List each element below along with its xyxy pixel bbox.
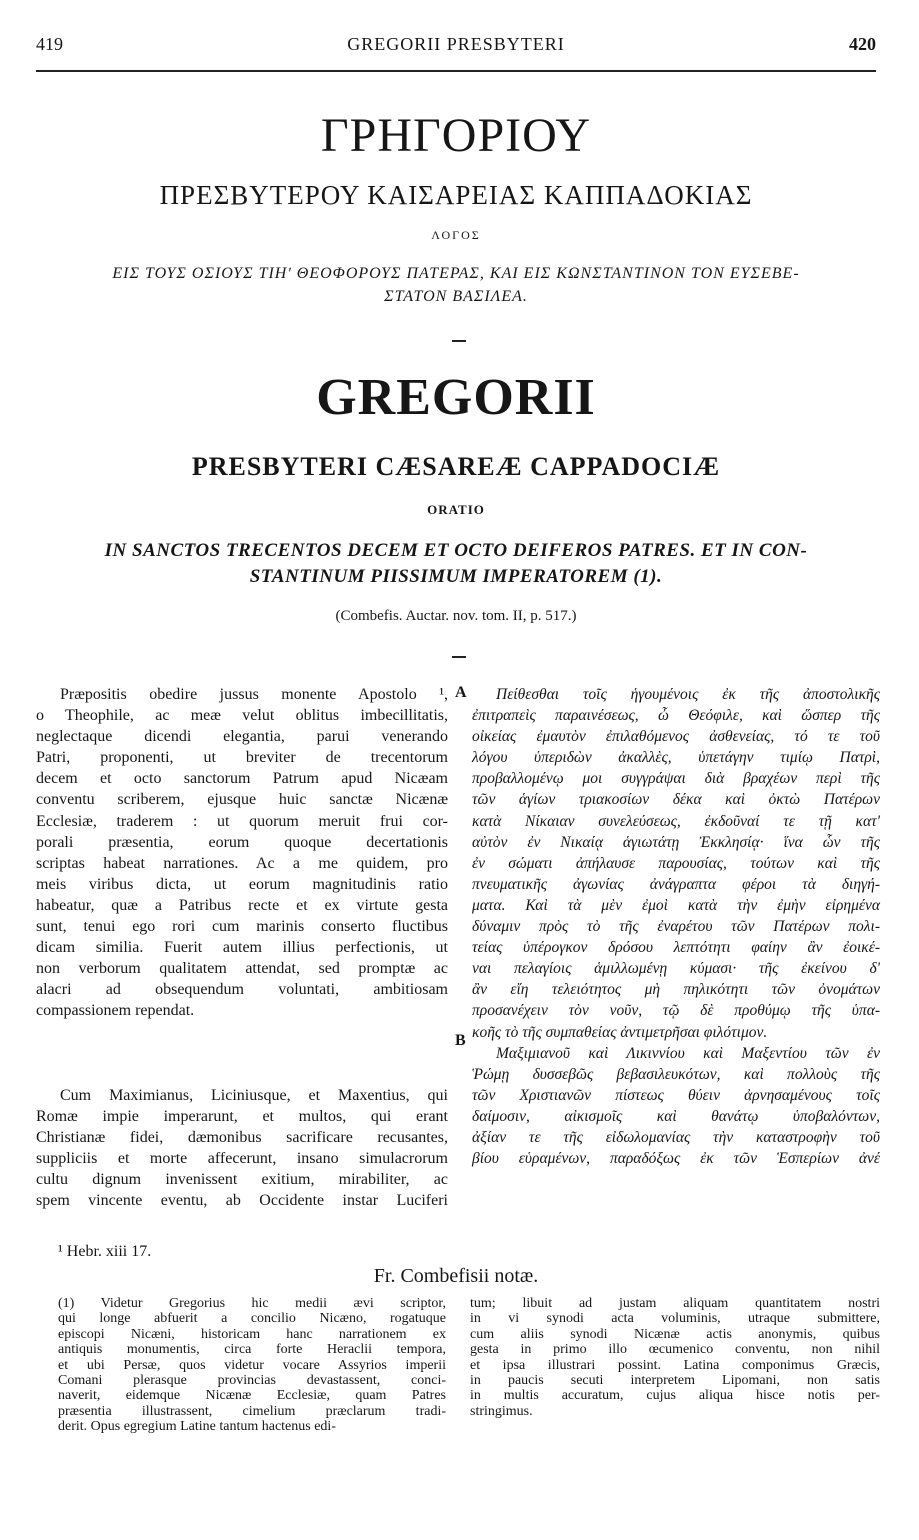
notes-left-column (58, 1296, 446, 1435)
note-line: derit. Opus egregium Latine tantum hactenus edi- (58, 1419, 336, 1435)
note-line: tum; libuit ad justam aliquam quantitatem nostri (470, 1296, 880, 1311)
margin-marker-a: A (455, 684, 467, 701)
text-line: προβαλλομένῳ μοι συγγράψαι διὰ βραχέων περὶ τῆς (472, 770, 880, 788)
note-line: et ipsa illustrari possint. Latina componimus Græcis, (470, 1357, 880, 1373)
text-line: δύναμιν πρὸς τὸ τῆς ἐναρέτου τῶν Πατέρων πολι- (472, 918, 880, 936)
text-line: Romæ impie imperarunt, et multos, qui erant (36, 1108, 448, 1126)
text-line: dicam similia. Fuerit autem illius perfectionis, ut (36, 939, 448, 957)
text-line: decem et octo sanctorum Patrum apud Nicæam (36, 770, 448, 788)
text-line: τείας ὑπέρογκον δρόσου λεπτότητι φαίην ἂν ἐοικέ- (472, 939, 880, 957)
note-line: in vi synodi acta voluminis, utraque submittere, (470, 1311, 880, 1327)
note-line: stringimus. (470, 1403, 533, 1419)
latin-title: GREGORII (316, 369, 596, 426)
note-line: in paucis secuti interpretem Lipomani, non satis (470, 1372, 880, 1388)
text-line: Patri, proponenti, ut breviter de trecentorum (36, 749, 448, 767)
page-number-right: 420 (849, 34, 876, 54)
text-line: προσανέχειν τὸν νοῦν, τῷ δὲ προθύμῳ τῆς ὑπα- (472, 1002, 880, 1020)
text-line: sunt, tenui ego rori cum marinis conserto fluctibus (36, 918, 448, 936)
text-line: οἰκείας ἐμαυτὸν ἐπιλαθόμενος ἀσθενείας, τό τε τοῦ (472, 728, 880, 746)
latin-text-column-para-2 (36, 1085, 448, 1212)
greek-text-column (472, 684, 880, 1169)
text-line: Ῥώμῃ δυσσεβῶς βεβασιλευκότων, καὶ πολλοὺς τῆς (472, 1065, 880, 1083)
text-line: ἐπιτραπεὶς παραινέσεως, ὦ Θεόφιλε, καὶ ὥσπερ τῆς (472, 707, 880, 725)
text-line: non verborum qualitatem attendat, sed promptæ ac (36, 960, 448, 978)
latin-dedication-line-1: IN SANCTOS TRECENTOS DECEM ET OCTO DEIFEROS PATRES. ET IN CON- (104, 540, 808, 561)
header-rule (36, 70, 876, 72)
text-line: cultu dignum invenissent exitium, mirabiliter, ac (36, 1171, 448, 1189)
latin-label: ORATIO (427, 502, 485, 517)
text-line: o Theophile, ac meæ velut oblitus imbecillitatis, (36, 707, 448, 725)
text-line: κατὰ Νίκαιαν συνελεύσεως, ἐκδοῦναί τε τῇ κατ' (472, 812, 880, 830)
section-dash-2 (452, 656, 466, 658)
running-title: GREGORII PRESBYTERI (347, 34, 565, 54)
text-line: τῶν Χριστιανῶν πίστεως θύειν ἀρνησαμένους τοῖς (472, 1086, 880, 1104)
note-line: episcopi Nicæni, historicam hanc narrationem ex (58, 1326, 446, 1342)
text-line: ἀξίαν τε τῆς εἰδωλομανίας τὴν καταστροφὴν τοῦ (472, 1128, 880, 1146)
text-line: spem vincente eventu, ab Occidente instar Luciferi (36, 1192, 448, 1210)
text-line: habeatur, quæ a Patribus recte et ex virtute gesta (36, 896, 448, 914)
running-header (36, 34, 876, 56)
section-dash (452, 340, 466, 342)
note-line: et ubi Persæ, quos videtur vocare Assyrios imperii (58, 1357, 446, 1373)
notes-right-column (470, 1296, 880, 1419)
greek-dedication-line-1: ΕΙΣ ΤΟΥΣ ΟΣΙΟΥΣ ΤΙΗʹ ΘΕΟΦΟΡΟΥΣ ΠΑΤΕΡΑΣ, ΚΑΙ ΕΙΣ ΚΩΝΣΤΑΝΤΙΝΟΝ ΤΟΝ ΕΥΣΕΒΕ- (112, 265, 800, 282)
text-line: alacri ad obsequendum voluntati, ambitiosam (36, 981, 448, 999)
latin-dedication-line-2: STANTINUM PIISSIMUM IMPERATOREM (1). (249, 566, 663, 587)
text-line: λόγου ὑπεριδὼν ἀκαλλὲς, ὑπετάγην τιμίῳ Πατρὶ, (472, 749, 880, 767)
note-line: antiquis monumentis, circa forte Heraclii tempora, (58, 1342, 446, 1358)
text-line: ἂν εἴη τελειότητος μὴ πηλικότητι τῶν ὀνομάτων (472, 981, 880, 999)
note-line: Comani plerasque provincias devastassent, conci- (58, 1372, 446, 1388)
text-line: βίου εὑραμένων, παραδόξως ἐκ τῶν Ἑσπερίων ἀνέ (472, 1150, 880, 1168)
note-line: gesta in primo illo œcumenico conventu, non nihil (470, 1342, 880, 1358)
greek-label: ΛΟΓΟΣ (431, 228, 481, 242)
text-line: ἐν σώματι ἀπήλαυσε παρουσίας, τούτων καὶ τῆς (472, 854, 880, 872)
greek-subtitle: ΠΡΕΣΒΥΤΕΡΟΥ ΚΑΙΣΑΡΕΙΑΣ ΚΑΠΠΑΔΟΚΙΑΣ (159, 180, 753, 210)
footnote: ¹ Hebr. xiii 17. (58, 1243, 152, 1260)
note-line: cum aliis synodi Nicænæ actis anonymis, quibus (470, 1326, 880, 1342)
note-line: naverit, eidemque Nicænæ Ecclesiæ, quam Patres (58, 1388, 446, 1404)
greek-dedication-line-2: ΣΤΑΤΟΝ ΒΑΣΙΛΕΑ. (384, 288, 528, 305)
text-line: Christianæ fidei, dæmonibus sacrificare recusantes, (36, 1129, 448, 1147)
note-line: qui longe abfuerit a concilio Nicæno, rogatuque (58, 1311, 446, 1327)
text-line: Πείθεσθαι τοῖς ἡγουμένοις ἐκ τῆς ἀποστολικῆς (496, 686, 880, 703)
text-line: πνευματικῆς ἀγωνίας ἀνάγραπτα φέροι τὰ διηγή- (472, 875, 880, 893)
text-line: Cum Maximianus, Liciniusque, et Maxentius, qui (60, 1087, 448, 1104)
text-line: porali præsentia, eorum quoque decertationis (36, 833, 448, 851)
greek-title: ΓΡΗΓΟΡΙΟΥ (320, 109, 592, 162)
text-line: conventu scriberem, ejusque huic sanctæ Nicænæ (36, 791, 448, 809)
text-line: Præpositis obedire jussus monente Apostolo ¹, (60, 686, 448, 703)
note-line: (1) Videtur Gregorius hic medii ævi scriptor, (58, 1296, 446, 1311)
text-line: Ecclesiæ, traderem : ut quorum meruit frui cor- (36, 812, 448, 830)
text-line: scriptas habeat narrationes. Ac a me quidem, pro (36, 854, 448, 872)
text-line: τῶν ἁγίων τριακοσίων δέκα καὶ ὀκτὼ Πατέρων (472, 791, 880, 809)
note-line: in multis accuratum, cujus aliqua hisce notis per- (470, 1388, 880, 1404)
latin-subtitle: PRESBYTERI CÆSAREÆ CAPPADOCIÆ (191, 452, 721, 481)
text-line: ματα. Καὶ τὰ μὲν ἐμοὶ κατὰ τὴν ἐμὴν εἰρημένα (472, 896, 880, 914)
text-line: Μαξιμιανοῦ καὶ Λικιννίου καὶ Μαξεντίου τῶν ἐν (496, 1044, 880, 1062)
text-line: ναι πελαγίοις ἁμιλλωμένῃ κύμασι· τῆς ἐκείνου δ' (472, 960, 880, 978)
text-line: κοῆς τὸ τῆς συμπαθείας ἀντιμετρῆσαι φιλότιμον. (472, 1023, 768, 1041)
page-number-left: 419 (36, 34, 63, 54)
text-line: αὐτὸν ἐν Νικαίᾳ ἁγιωτάτῃ Ἐκκλησίᾳ· ἵνα ὧν τῆς (472, 833, 880, 851)
text-line: δαίμοσιν, αἰκισμοῖς καὶ θανάτῳ ὑποβαλόντων, (472, 1107, 880, 1125)
text-line: compassionem rependat. (36, 1002, 195, 1020)
notes-title: Fr. Combefisii notæ. (373, 1265, 539, 1287)
margin-marker-b: B (455, 1032, 466, 1049)
text-line: neglectaque dicendi elegantia, parui venerando (36, 728, 448, 746)
text-line: meis viribus dicta, ut eorum magnitudinis ratio (36, 875, 448, 893)
text-line: suppliciis et morte affecerunt, insano simulacrorum (36, 1150, 448, 1168)
citation: (Combefis. Auctar. nov. tom. II, p. 517.) (335, 608, 577, 624)
latin-text-column (36, 684, 448, 1022)
note-line: præsentia illustrassent, cimelium præclarum tradi- (58, 1403, 446, 1419)
